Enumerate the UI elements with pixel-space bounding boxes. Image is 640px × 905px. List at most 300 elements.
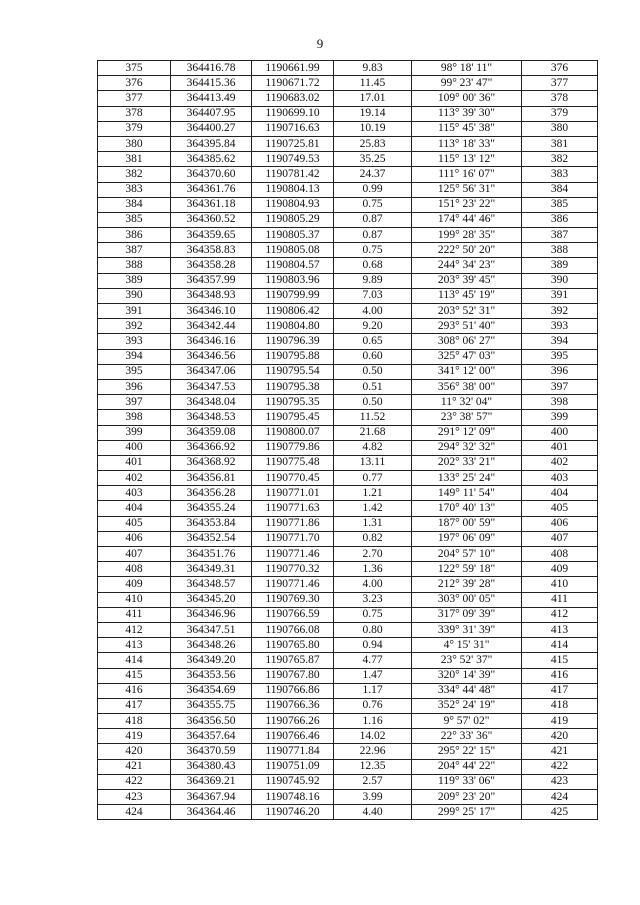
next-point-cell: 379 (522, 106, 598, 121)
x-coordinate-cell: 364346.16 (171, 334, 252, 349)
next-point-cell: 416 (522, 668, 598, 683)
x-coordinate-cell: 364359.65 (171, 228, 252, 243)
bearing-cell: 23° 52' 37" (412, 653, 522, 668)
point-number-cell: 406 (98, 531, 171, 546)
y-coordinate-cell: 1190804.57 (252, 258, 334, 273)
x-coordinate-cell: 364349.20 (171, 653, 252, 668)
bearing-cell: 334° 44' 48" (412, 683, 522, 698)
bearing-cell: 170° 40' 13" (412, 501, 522, 516)
table-row (98, 91, 598, 106)
table-row (98, 121, 598, 136)
point-number-cell: 376 (98, 76, 171, 91)
table-row (98, 76, 598, 91)
bearing-cell: 341° 12' 00" (412, 364, 522, 379)
distance-cell: 9.89 (334, 273, 412, 288)
x-coordinate-cell: 364358.28 (171, 258, 252, 273)
next-point-cell: 380 (522, 121, 598, 136)
x-coordinate-cell: 364359.08 (171, 425, 252, 440)
distance-cell: 0.87 (334, 212, 412, 227)
next-point-cell: 384 (522, 182, 598, 197)
x-coordinate-cell: 364356.50 (171, 714, 252, 729)
bearing-cell: 4° 15' 31" (412, 638, 522, 653)
x-coordinate-cell: 364358.83 (171, 243, 252, 258)
table-row (98, 152, 598, 167)
table-row (98, 410, 598, 425)
table-row (98, 638, 598, 653)
y-coordinate-cell: 1190779.86 (252, 440, 334, 455)
table-row (98, 304, 598, 319)
bearing-cell: 99° 23' 47" (412, 76, 522, 91)
y-coordinate-cell: 1190805.37 (252, 228, 334, 243)
distance-cell: 4.77 (334, 653, 412, 668)
bearing-cell: 293° 51' 40" (412, 319, 522, 334)
table-row (98, 61, 598, 76)
point-number-cell: 422 (98, 774, 171, 789)
point-number-cell: 375 (98, 61, 171, 76)
bearing-cell: 113° 18' 33" (412, 136, 522, 151)
distance-cell: 0.87 (334, 228, 412, 243)
table-row (98, 182, 598, 197)
distance-cell: 1.36 (334, 562, 412, 577)
x-coordinate-cell: 364348.53 (171, 410, 252, 425)
bearing-cell: 294° 32' 32" (412, 440, 522, 455)
next-point-cell: 402 (522, 455, 598, 470)
next-point-cell: 405 (522, 501, 598, 516)
bearing-cell: 203° 52' 31" (412, 304, 522, 319)
y-coordinate-cell: 1190767.80 (252, 668, 334, 683)
next-point-cell: 414 (522, 638, 598, 653)
y-coordinate-cell: 1190766.59 (252, 607, 334, 622)
bearing-cell: 23° 38' 57" (412, 410, 522, 425)
bearing-cell: 125° 56' 31" (412, 182, 522, 197)
point-number-cell: 421 (98, 759, 171, 774)
x-coordinate-cell: 364348.04 (171, 395, 252, 410)
next-point-cell: 386 (522, 212, 598, 227)
point-number-cell: 399 (98, 425, 171, 440)
bearing-cell: 204° 44' 22" (412, 759, 522, 774)
point-number-cell: 405 (98, 516, 171, 531)
table-row (98, 622, 598, 637)
table-row (98, 607, 598, 622)
bearing-cell: 151° 23' 22" (412, 197, 522, 212)
distance-cell: 4.00 (334, 304, 412, 319)
bearing-cell: 119° 33' 06" (412, 774, 522, 789)
point-number-cell: 420 (98, 744, 171, 759)
point-number-cell: 378 (98, 106, 171, 121)
y-coordinate-cell: 1190805.29 (252, 212, 334, 227)
point-number-cell: 386 (98, 228, 171, 243)
y-coordinate-cell: 1190804.13 (252, 182, 334, 197)
distance-cell: 0.82 (334, 531, 412, 546)
point-number-cell: 402 (98, 471, 171, 486)
point-number-cell: 404 (98, 501, 171, 516)
next-point-cell: 385 (522, 197, 598, 212)
bearing-cell: 174° 44' 46" (412, 212, 522, 227)
distance-cell: 1.42 (334, 501, 412, 516)
y-coordinate-cell: 1190748.16 (252, 790, 334, 805)
y-coordinate-cell: 1190745.92 (252, 774, 334, 789)
distance-cell: 2.70 (334, 547, 412, 562)
y-coordinate-cell: 1190746.20 (252, 805, 334, 820)
bearing-cell: 308° 06' 27" (412, 334, 522, 349)
x-coordinate-cell: 364385.62 (171, 152, 252, 167)
bearing-cell: 22° 33' 36" (412, 729, 522, 744)
next-point-cell: 412 (522, 607, 598, 622)
point-number-cell: 423 (98, 790, 171, 805)
y-coordinate-cell: 1190806.42 (252, 304, 334, 319)
table-row (98, 577, 598, 592)
bearing-cell: 202° 33' 21" (412, 455, 522, 470)
bearing-cell: 295° 22' 15" (412, 744, 522, 759)
distance-cell: 22.96 (334, 744, 412, 759)
bearing-cell: 299° 25' 17" (412, 805, 522, 820)
distance-cell: 0.51 (334, 379, 412, 394)
distance-cell: 17.01 (334, 91, 412, 106)
x-coordinate-cell: 364356.28 (171, 486, 252, 501)
table-row (98, 440, 598, 455)
next-point-cell: 422 (522, 759, 598, 774)
distance-cell: 0.60 (334, 349, 412, 364)
y-coordinate-cell: 1190771.84 (252, 744, 334, 759)
point-number-cell: 415 (98, 668, 171, 683)
point-number-cell: 411 (98, 607, 171, 622)
x-coordinate-cell: 364342.44 (171, 319, 252, 334)
bearing-cell: 212° 39' 28" (412, 577, 522, 592)
distance-cell: 1.21 (334, 486, 412, 501)
x-coordinate-cell: 364407.95 (171, 106, 252, 121)
x-coordinate-cell: 364413.49 (171, 91, 252, 106)
point-number-cell: 400 (98, 440, 171, 455)
bearing-cell: 109° 00' 36" (412, 91, 522, 106)
next-point-cell: 401 (522, 440, 598, 455)
table-row (98, 106, 598, 121)
point-number-cell: 396 (98, 379, 171, 394)
bearing-cell: 11° 32' 04" (412, 395, 522, 410)
x-coordinate-cell: 364356.81 (171, 471, 252, 486)
point-number-cell: 387 (98, 243, 171, 258)
next-point-cell: 415 (522, 653, 598, 668)
x-coordinate-cell: 364347.53 (171, 379, 252, 394)
table-row (98, 379, 598, 394)
table-row (98, 653, 598, 668)
bearing-cell: 203° 39' 45" (412, 273, 522, 288)
bearing-cell: 209° 23' 20" (412, 790, 522, 805)
x-coordinate-cell: 364364.46 (171, 805, 252, 820)
next-point-cell: 410 (522, 577, 598, 592)
distance-cell: 0.99 (334, 182, 412, 197)
x-coordinate-cell: 364347.51 (171, 622, 252, 637)
next-point-cell: 423 (522, 774, 598, 789)
x-coordinate-cell: 364348.26 (171, 638, 252, 653)
next-point-cell: 383 (522, 167, 598, 182)
distance-cell: 0.94 (334, 638, 412, 653)
y-coordinate-cell: 1190770.45 (252, 471, 334, 486)
distance-cell: 2.57 (334, 774, 412, 789)
table-row (98, 243, 598, 258)
distance-cell: 0.50 (334, 395, 412, 410)
y-coordinate-cell: 1190771.70 (252, 531, 334, 546)
x-coordinate-cell: 364370.60 (171, 167, 252, 182)
table-row (98, 668, 598, 683)
table-row (98, 273, 598, 288)
table-row (98, 319, 598, 334)
y-coordinate-cell: 1190769.30 (252, 592, 334, 607)
bearing-cell: 149° 11' 54" (412, 486, 522, 501)
distance-cell: 7.03 (334, 288, 412, 303)
point-number-cell: 392 (98, 319, 171, 334)
next-point-cell: 406 (522, 516, 598, 531)
x-coordinate-cell: 364368.92 (171, 455, 252, 470)
table-row (98, 562, 598, 577)
next-point-cell: 378 (522, 91, 598, 106)
y-coordinate-cell: 1190766.46 (252, 729, 334, 744)
bearing-cell: 113° 39' 30" (412, 106, 522, 121)
point-number-cell: 390 (98, 288, 171, 303)
point-number-cell: 418 (98, 714, 171, 729)
distance-cell: 1.31 (334, 516, 412, 531)
y-coordinate-cell: 1190795.35 (252, 395, 334, 410)
x-coordinate-cell: 364357.64 (171, 729, 252, 744)
x-coordinate-cell: 364355.24 (171, 501, 252, 516)
x-coordinate-cell: 364395.84 (171, 136, 252, 151)
distance-cell: 0.76 (334, 698, 412, 713)
next-point-cell: 419 (522, 714, 598, 729)
bearing-cell: 113° 45' 19" (412, 288, 522, 303)
point-number-cell: 389 (98, 273, 171, 288)
table-row (98, 228, 598, 243)
y-coordinate-cell: 1190795.38 (252, 379, 334, 394)
bearing-cell: 356° 38' 00" (412, 379, 522, 394)
table-row (98, 288, 598, 303)
point-number-cell: 408 (98, 562, 171, 577)
y-coordinate-cell: 1190804.93 (252, 197, 334, 212)
point-number-cell: 419 (98, 729, 171, 744)
next-point-cell: 424 (522, 790, 598, 805)
x-coordinate-cell: 364348.57 (171, 577, 252, 592)
distance-cell: 9.20 (334, 319, 412, 334)
next-point-cell: 390 (522, 273, 598, 288)
y-coordinate-cell: 1190803.96 (252, 273, 334, 288)
bearing-cell: 317° 09' 39" (412, 607, 522, 622)
y-coordinate-cell: 1190771.46 (252, 577, 334, 592)
point-number-cell: 395 (98, 364, 171, 379)
point-number-cell: 380 (98, 136, 171, 151)
table-row (98, 212, 598, 227)
distance-cell: 0.77 (334, 471, 412, 486)
next-point-cell: 393 (522, 319, 598, 334)
y-coordinate-cell: 1190781.42 (252, 167, 334, 182)
x-coordinate-cell: 364370.59 (171, 744, 252, 759)
table-row (98, 136, 598, 151)
table-row (98, 334, 598, 349)
point-number-cell: 382 (98, 167, 171, 182)
coordinates-table (97, 60, 598, 820)
table-row (98, 744, 598, 759)
next-point-cell: 376 (522, 61, 598, 76)
y-coordinate-cell: 1190800.07 (252, 425, 334, 440)
next-point-cell: 408 (522, 547, 598, 562)
next-point-cell: 409 (522, 562, 598, 577)
x-coordinate-cell: 364415.36 (171, 76, 252, 91)
y-coordinate-cell: 1190749.53 (252, 152, 334, 167)
distance-cell: 1.16 (334, 714, 412, 729)
x-coordinate-cell: 364351.76 (171, 547, 252, 562)
next-point-cell: 400 (522, 425, 598, 440)
y-coordinate-cell: 1190771.01 (252, 486, 334, 501)
table-row (98, 698, 598, 713)
next-point-cell: 417 (522, 683, 598, 698)
bearing-cell: 115° 45' 38" (412, 121, 522, 136)
y-coordinate-cell: 1190766.08 (252, 622, 334, 637)
point-number-cell: 388 (98, 258, 171, 273)
next-point-cell: 387 (522, 228, 598, 243)
bearing-cell: 133° 25' 24" (412, 471, 522, 486)
y-coordinate-cell: 1190795.54 (252, 364, 334, 379)
next-point-cell: 377 (522, 76, 598, 91)
table-row (98, 547, 598, 562)
bearing-cell: 339° 31' 39" (412, 622, 522, 637)
distance-cell: 14.02 (334, 729, 412, 744)
point-number-cell: 413 (98, 638, 171, 653)
bearing-cell: 111° 16' 07" (412, 167, 522, 182)
distance-cell: 1.47 (334, 668, 412, 683)
next-point-cell: 403 (522, 471, 598, 486)
point-number-cell: 403 (98, 486, 171, 501)
distance-cell: 25.83 (334, 136, 412, 151)
bearing-cell: 352° 24' 19" (412, 698, 522, 713)
bearing-cell: 325° 47' 03" (412, 349, 522, 364)
y-coordinate-cell: 1190766.26 (252, 714, 334, 729)
x-coordinate-cell: 364345.20 (171, 592, 252, 607)
table-row (98, 258, 598, 273)
x-coordinate-cell: 364346.10 (171, 304, 252, 319)
y-coordinate-cell: 1190770.32 (252, 562, 334, 577)
x-coordinate-cell: 364346.96 (171, 607, 252, 622)
distance-cell: 10.19 (334, 121, 412, 136)
y-coordinate-cell: 1190765.87 (252, 653, 334, 668)
next-point-cell: 425 (522, 805, 598, 820)
table-row (98, 349, 598, 364)
point-number-cell: 407 (98, 547, 171, 562)
y-coordinate-cell: 1190661.99 (252, 61, 334, 76)
y-coordinate-cell: 1190805.08 (252, 243, 334, 258)
table-row (98, 531, 598, 546)
table-row (98, 683, 598, 698)
x-coordinate-cell: 364348.93 (171, 288, 252, 303)
distance-cell: 4.00 (334, 577, 412, 592)
distance-cell: 11.45 (334, 76, 412, 91)
table-row (98, 729, 598, 744)
table-row (98, 197, 598, 212)
next-point-cell: 418 (522, 698, 598, 713)
distance-cell: 0.50 (334, 364, 412, 379)
table-row (98, 395, 598, 410)
distance-cell: 11.52 (334, 410, 412, 425)
point-number-cell: 409 (98, 577, 171, 592)
next-point-cell: 389 (522, 258, 598, 273)
next-point-cell: 381 (522, 136, 598, 151)
x-coordinate-cell: 364361.18 (171, 197, 252, 212)
y-coordinate-cell: 1190771.46 (252, 547, 334, 562)
next-point-cell: 413 (522, 622, 598, 637)
x-coordinate-cell: 364357.99 (171, 273, 252, 288)
point-number-cell: 410 (98, 592, 171, 607)
distance-cell: 3.23 (334, 592, 412, 607)
y-coordinate-cell: 1190775.48 (252, 455, 334, 470)
distance-cell: 13.11 (334, 455, 412, 470)
table-row (98, 501, 598, 516)
table-row (98, 486, 598, 501)
y-coordinate-cell: 1190699.10 (252, 106, 334, 121)
point-number-cell: 397 (98, 395, 171, 410)
next-point-cell: 398 (522, 395, 598, 410)
table-row (98, 425, 598, 440)
y-coordinate-cell: 1190716.63 (252, 121, 334, 136)
x-coordinate-cell: 364366.92 (171, 440, 252, 455)
x-coordinate-cell: 364353.56 (171, 668, 252, 683)
next-point-cell: 420 (522, 729, 598, 744)
point-number-cell: 394 (98, 349, 171, 364)
next-point-cell: 407 (522, 531, 598, 546)
x-coordinate-cell: 364349.31 (171, 562, 252, 577)
y-coordinate-cell: 1190795.45 (252, 410, 334, 425)
y-coordinate-cell: 1190795.88 (252, 349, 334, 364)
distance-cell: 9.83 (334, 61, 412, 76)
table-row (98, 774, 598, 789)
bearing-cell: 291° 12' 09" (412, 425, 522, 440)
x-coordinate-cell: 364347.06 (171, 364, 252, 379)
point-number-cell: 384 (98, 197, 171, 212)
bearing-cell: 320° 14' 39" (412, 668, 522, 683)
distance-cell: 0.75 (334, 243, 412, 258)
next-point-cell: 411 (522, 592, 598, 607)
coordinates-table-body (98, 61, 598, 820)
bearing-cell: 122° 59' 18" (412, 562, 522, 577)
x-coordinate-cell: 364380.43 (171, 759, 252, 774)
distance-cell: 0.80 (334, 622, 412, 637)
y-coordinate-cell: 1190683.02 (252, 91, 334, 106)
x-coordinate-cell: 364360.52 (171, 212, 252, 227)
x-coordinate-cell: 364355.75 (171, 698, 252, 713)
point-number-cell: 381 (98, 152, 171, 167)
x-coordinate-cell: 364361.76 (171, 182, 252, 197)
distance-cell: 0.68 (334, 258, 412, 273)
table-row (98, 805, 598, 820)
page-number: 9 (316, 36, 324, 51)
point-number-cell: 412 (98, 622, 171, 637)
y-coordinate-cell: 1190804.80 (252, 319, 334, 334)
bearing-cell: 98° 18' 11" (412, 61, 522, 76)
distance-cell: 4.40 (334, 805, 412, 820)
y-coordinate-cell: 1190799.99 (252, 288, 334, 303)
point-number-cell: 424 (98, 805, 171, 820)
distance-cell: 0.75 (334, 197, 412, 212)
x-coordinate-cell: 364352.54 (171, 531, 252, 546)
point-number-cell: 383 (98, 182, 171, 197)
x-coordinate-cell: 364354.69 (171, 683, 252, 698)
next-point-cell: 396 (522, 364, 598, 379)
distance-cell: 0.65 (334, 334, 412, 349)
y-coordinate-cell: 1190766.36 (252, 698, 334, 713)
distance-cell: 4.82 (334, 440, 412, 455)
next-point-cell: 388 (522, 243, 598, 258)
table-row (98, 714, 598, 729)
distance-cell: 0.75 (334, 607, 412, 622)
point-number-cell: 379 (98, 121, 171, 136)
bearing-cell: 187° 00' 59" (412, 516, 522, 531)
point-number-cell: 377 (98, 91, 171, 106)
bearing-cell: 244° 34' 23" (412, 258, 522, 273)
